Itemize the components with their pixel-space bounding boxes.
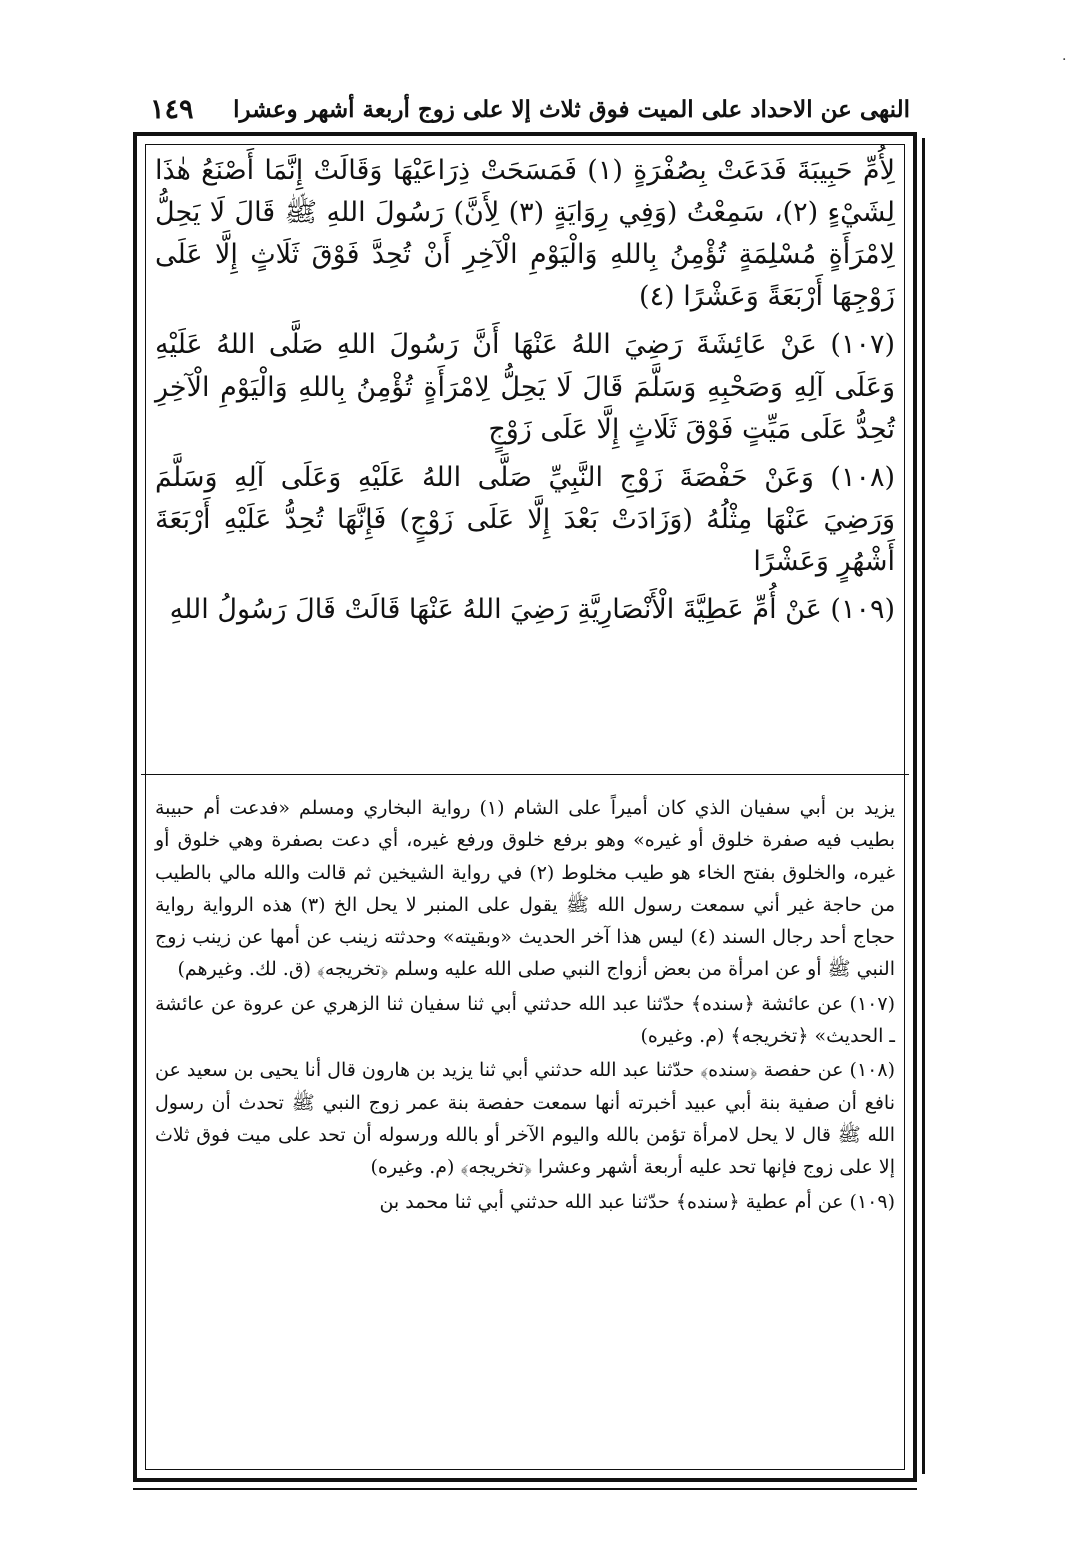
footnote-paragraph: يزيد بن أبي سفيان الذي كان أميراً على الشام (١) رواية البخاري ومسلم «فدعت أم حبيبة بطيب فيه صفرة خلوق أو غيره» وهو برفع خلوق ورفع غيره، أي دعت بصفرة وهي خلوق أو غيره، والخلوق بفتح الخاء هو طيب مخلوط (٢) في رواية الشيخين ثم قالت والله مالي بالطيب من حاجة غير أني سمعت رسول الله ﷺ يقول على المنبر لا يحل الخ (٣) هذه الرواية رواية حجاج أحد رجال السند (٤) ليس هذا آخر الحديث «وبقيته» وحدثته زينب عن أمها عن زينب زوج النبي ﷺ أو عن امرأة من بعض أزواج النبي صلى الله عليه وسلم ﴿تخريجه﴾ (ق. لك. وغيرهم) xyxy=(155,797,896,981)
hadith-paragraph: (١٠٨) وَعَنْ حَفْصَةَ زَوْجِ النَّبِيِّ صَلَّى اللهُ عَلَيْهِ وَعَلَى آلِهِ وَسَلَّمَ وَرَضِيَ عَنْهَا مِثْلُهُ (وَزَادَتْ بَعْدَ إِلَّا عَلَى زَوْجٍ) فَإِنَّهَا تُحِدُّ عَلَيْهِ أَرْبَعَةَ أَشْهُرٍ وَعَشْرًا xyxy=(155,461,895,577)
footnote-paragraph: (١٠٩) عن أم عطية ﴿سنده﴾ حدّثنا عبد الله حدثني أبي ثنا محمد بن xyxy=(379,1190,895,1213)
hadith-paragraph: لِأُمِّ حَبِيبَةَ فَدَعَتْ بِصُفْرَةٍ (١) فَمَسَحَتْ ذِرَاعَيْهَا وَقَالَتْ إِنَّمَا أَصْنَعُ هٰذَا لِشَيْءٍ (٢)، سَمِعْتُ (وَفِي رِوَايَةٍ (٣) لِأَنَّ) رَسُولَ اللهِ ﷺ قَالَ لَا يَحِلُّ لِامْرَأَةٍ مُسْلِمَةٍ تُؤْمِنُ بِاللهِ وَالْيَوْمِ الْآخِرِ أَنْ تُحِدَّ فَوْقَ ثَلَاثٍ إِلَّا عَلَى زَوْجِهَا أَرْبَعَةً وَعَشْرًا (٤) xyxy=(155,155,895,313)
hadith-paragraph: (١٠٧) عَنْ عَائِشَةَ رَضِيَ اللهُ عَنْهَا أَنَّ رَسُولَ اللهِ صَلَّى اللهُ عَلَيْهِ وَعَلَى آلِهِ وَصَحْبِهِ وَسَلَّمَ قَالَ لَا يَحِلُّ لِامْرَأَةٍ تُؤْمِنُ بِاللهِ وَالْيَوْمِ الْآخِرِ تُحِدُّ عَلَى مَيِّتٍ فَوْقَ ثَلَاثٍ إِلَّا عَلَى زَوْجٍ xyxy=(155,329,895,445)
frame-side-rule xyxy=(922,138,925,1474)
footnote-divider xyxy=(141,774,909,775)
page-title: النهى عن الاحداد على الميت فوق ثلاث إلا على زوج أربعة أشهر وعشرا xyxy=(233,95,910,123)
hadith-paragraph: (١٠٩) عَنْ أُمِّ عَطِيَّةَ الْأَنْصَارِيَّةِ رَضِيَ اللهُ عَنْهَا قَالَتْ قَالَ رَسُولُ اللهِ xyxy=(169,594,895,626)
frame-bottom-rule xyxy=(133,1488,917,1490)
page-header xyxy=(150,86,910,132)
footnotes xyxy=(155,792,895,1470)
footnote-paragraph: (١٠٧) عن عائشة ﴿سنده﴾ حدّثنا عبد الله حدثني أبي ثنا سفيان ثنا الزهري عن عروة عن عائشة ـ الحديث» ﴿تخريجه﴾ (م. وغيره) xyxy=(155,992,895,1048)
margin-mark: · xyxy=(1062,52,1067,68)
footnote-paragraph: (١٠٨) عن حفصة ﴿سنده﴾ حدّثنا عبد الله حدثني أبي ثنا يزيد بن هارون قال أنا يحيى بن سعيد عن نافع أن صفية بنة أبي عبيد أخبرته أنها سمعت حفصة بنة عمر زوج النبي ﷺ تحدث أن رسول الله ﷺ قال لا يحل لامرأة تؤمن بالله واليوم الآخر أو بالله ورسوله أن تحد على ميت فوق ثلاث إلا على زوج فإنها تحد عليه أربعة أشهر وعشرا ﴿تخريجه﴾ (م. وغيره) xyxy=(155,1059,895,1179)
page-number: ١٤٩ xyxy=(150,93,194,125)
hadith-text xyxy=(155,150,895,760)
